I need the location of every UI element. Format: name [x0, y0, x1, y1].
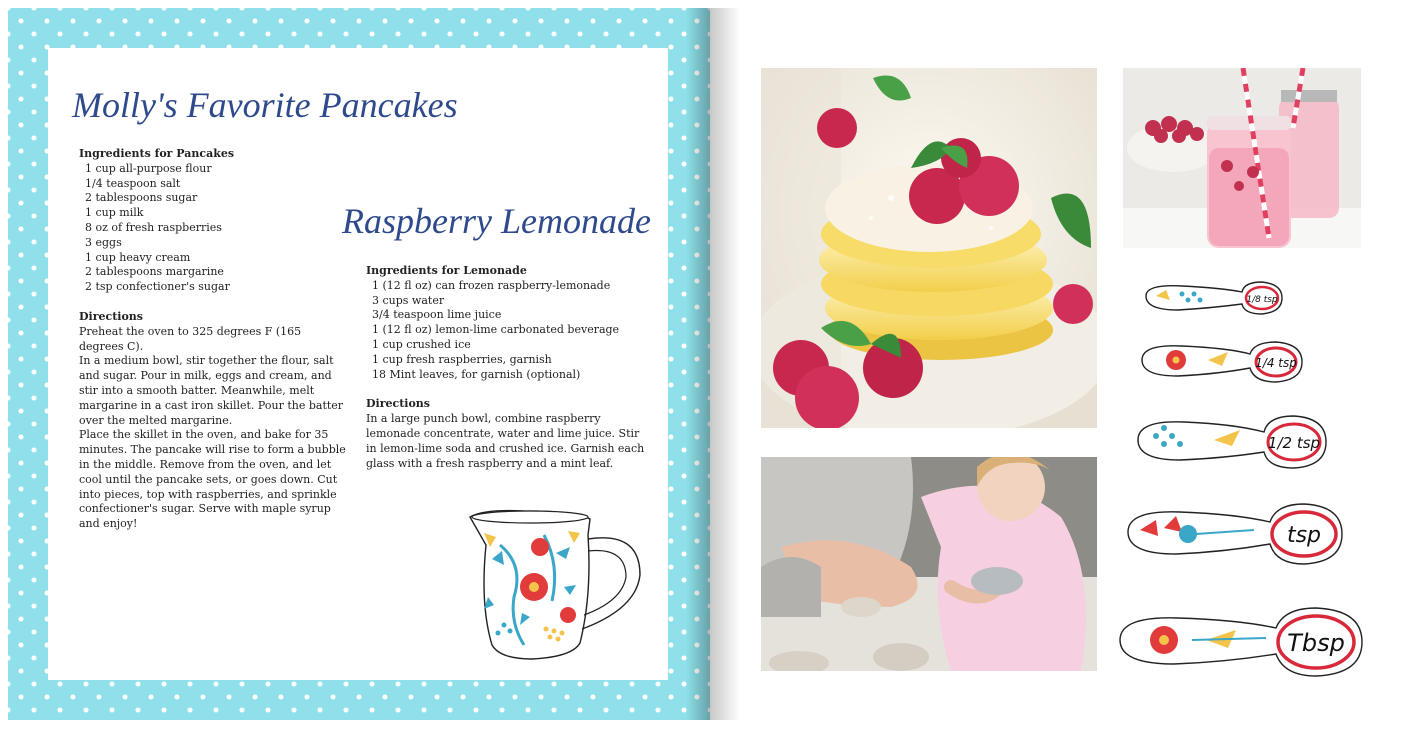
- measuring-spoon-eighth-tsp: [1142, 278, 1286, 318]
- ingredient-item: 1 cup all-purpose flour: [85, 161, 212, 175]
- spoon-label: 1/4 tsp: [1255, 356, 1297, 370]
- ingredient-item: 18 Mint leaves, for garnish (optional): [372, 367, 581, 381]
- measuring-spoon-half-tsp: [1134, 412, 1330, 472]
- ingredient-item: 3 cups water: [372, 293, 445, 307]
- ingredient-item: 1 cup crushed ice: [372, 337, 471, 351]
- measuring-spoon-tbsp: [1116, 604, 1366, 680]
- right-page: [710, 8, 1410, 720]
- direction-paragraph: In a large punch bowl, combine raspberry lemonade concentrate, water and lime juice. Stir in lemon-lime soda and crushed ice. Garnish each glass with a fresh raspberry and a mint leaf.: [366, 412, 645, 470]
- pancakes-title: Molly's Favorite Pancakes: [72, 85, 458, 125]
- photo-book-spread: [8, 8, 1410, 720]
- ingredient-item: 1 cup milk: [85, 206, 144, 220]
- direction-paragraph: In a medium bowl, stir together the flour, salt and sugar. Pour in milk, eggs and cream, and stir into a smooth batter. Meanwhile, melt margarine in a cast iron skillet. Pour the batter over the melted margarine.: [79, 354, 344, 427]
- ingredient-item: 8 oz of fresh raspberries: [85, 220, 222, 234]
- raspberry-pancakes-photo: [761, 68, 1097, 428]
- ingredient-item: 2 tablespoons margarine: [85, 265, 224, 279]
- ingredient-item: 1 (12 fl oz) can frozen raspberry-lemonade: [372, 278, 611, 292]
- lemonade-title: Raspberry Lemonade: [342, 201, 651, 241]
- spoon-label: tsp: [1286, 523, 1322, 548]
- measuring-spoon-tsp: [1124, 500, 1346, 568]
- child-baking-photo: [761, 457, 1097, 671]
- left-page: [8, 8, 710, 720]
- lemonade-directions-heading: Directions: [366, 397, 430, 411]
- pancakes-recipe: [79, 147, 349, 532]
- ingredient-item: 1 cup fresh raspberries, garnish: [372, 352, 552, 366]
- ingredient-item: 3/4 teaspoon lime juice: [372, 308, 502, 322]
- lemonade-recipe: [366, 264, 648, 471]
- measuring-spoon-quarter-tsp: [1138, 338, 1308, 386]
- flower-pitcher-illustration: [464, 505, 654, 665]
- direction-paragraph: Place the skillet in the oven, and bake for 35 minutes. The pancake will rise to form a bubble in the middle. Remove from the oven, and let cool until the pancake sets, or goes down. Cut into pieces, top with raspberries, and sprinkle confectioner's sugar. Serve with maple syrup and enjoy!: [79, 428, 346, 531]
- ingredient-item: 1/4 teaspoon salt: [85, 176, 181, 190]
- ingredient-item: 1 cup heavy cream: [85, 250, 191, 264]
- ingredient-item: 3 eggs: [85, 235, 122, 249]
- pancakes-directions-heading: Directions: [79, 309, 143, 323]
- recipe-card: [48, 48, 668, 680]
- spoon-label: 1/8 tsp: [1246, 295, 1278, 305]
- spoon-label: Tbsp: [1287, 629, 1345, 657]
- lemonade-ingredients-heading: Ingredients for Lemonade: [366, 264, 527, 277]
- ingredient-item: 2 tablespoons sugar: [85, 191, 198, 205]
- spoon-label: 1/2 tsp: [1267, 434, 1321, 452]
- direction-paragraph: Preheat the oven to 325 degrees F (165 degrees C).: [79, 324, 302, 353]
- ingredient-item: 2 tsp confectioner's sugar: [85, 280, 230, 294]
- ingredient-item: 1 (12 fl oz) lemon-lime carbonated beverage: [372, 323, 620, 337]
- raspberry-lemonade-jar-photo: [1123, 68, 1361, 248]
- pancakes-ingredients-heading: Ingredients for Pancakes: [79, 147, 235, 160]
